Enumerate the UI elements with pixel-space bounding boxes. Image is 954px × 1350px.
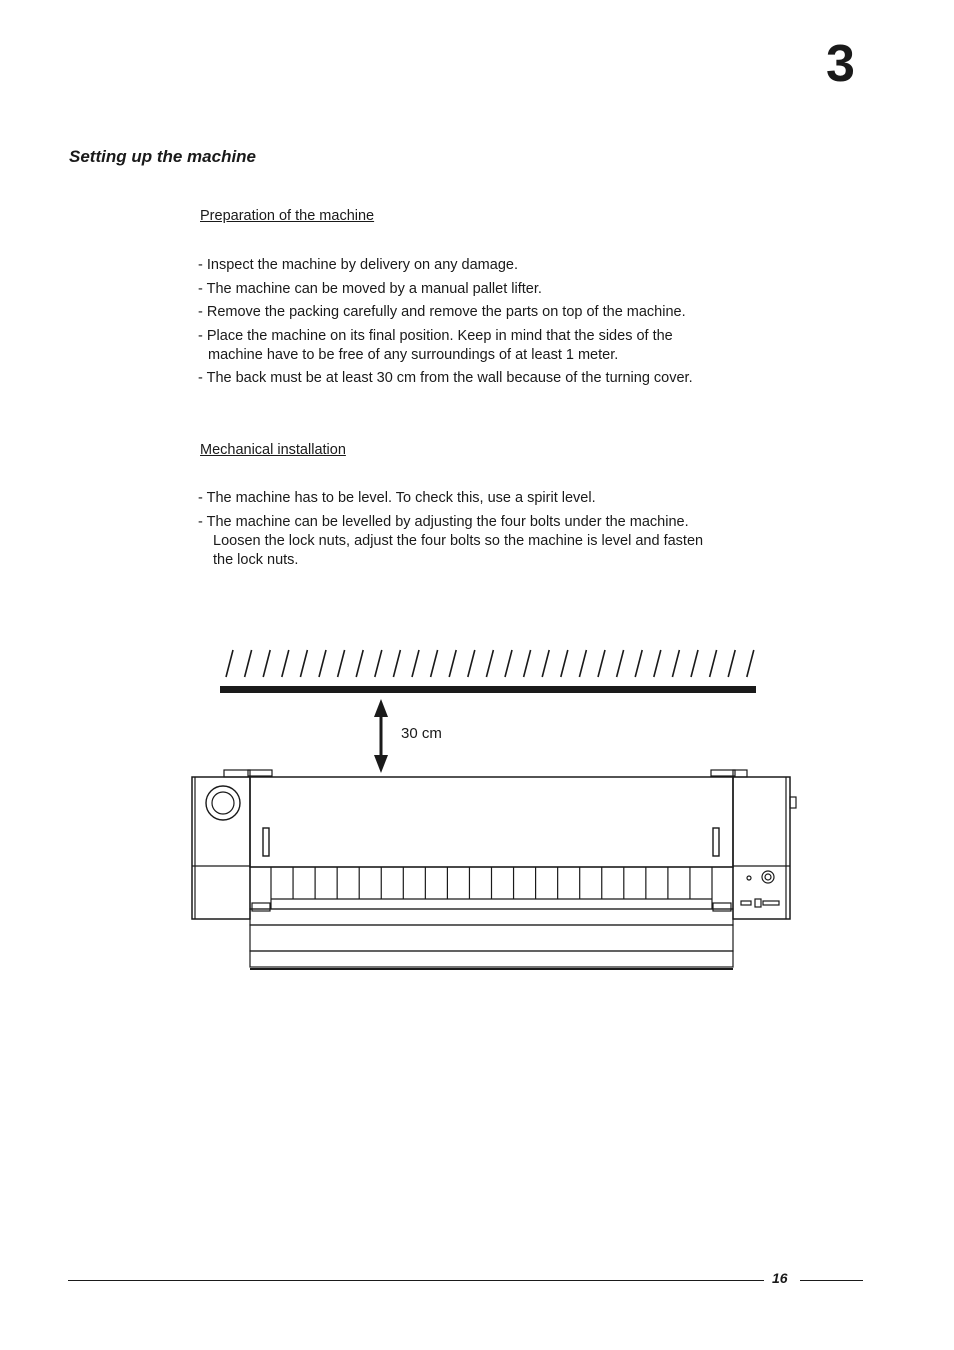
- wall-line: [220, 686, 756, 693]
- wall-hatching: [226, 650, 754, 677]
- list-item-text: - Remove the packing carefully and remove the parts on top of the machine.: [198, 304, 686, 320]
- clearance-label: 30 cm: [401, 725, 442, 742]
- list-item-text: - The machine can be moved by a manual pallet lifter.: [198, 280, 542, 297]
- list-item-text: - The machine has to be level. To check this, use a spirit level.: [198, 490, 596, 506]
- footer-rule-left: [68, 1280, 764, 1281]
- section-title: Setting up the machine: [69, 147, 257, 166]
- list-item-continuation: machine have to be free of any surroundings of at least 1 meter.: [208, 346, 619, 363]
- chapter-number: 3: [826, 35, 855, 93]
- footer-rule-right: [800, 1280, 863, 1281]
- mechanical-heading: Mechanical installation: [200, 442, 346, 458]
- page-number: 16: [772, 1270, 788, 1286]
- list-item-text: - Place the machine on its final position. Keep in mind that the sides of the: [198, 327, 673, 344]
- list-item-continuation: Loosen the lock nuts, adjust the four bolts so the machine is level and fasten: [213, 532, 704, 549]
- list-item-text: - Inspect the machine by delivery on any damage.: [198, 257, 518, 273]
- list-item-continuation: the lock nuts.: [213, 551, 299, 568]
- roller-segments: [293, 867, 690, 899]
- preparation-heading: Preparation of the machine: [200, 208, 375, 224]
- list-item-text: - The machine can be levelled by adjusting the four bolts under the machine.: [198, 513, 689, 530]
- list-item-text: - The back must be at least 30 cm from the wall because of the turning cover.: [198, 370, 693, 386]
- machine-front-view: [192, 770, 796, 969]
- clearance-arrow: [374, 699, 388, 773]
